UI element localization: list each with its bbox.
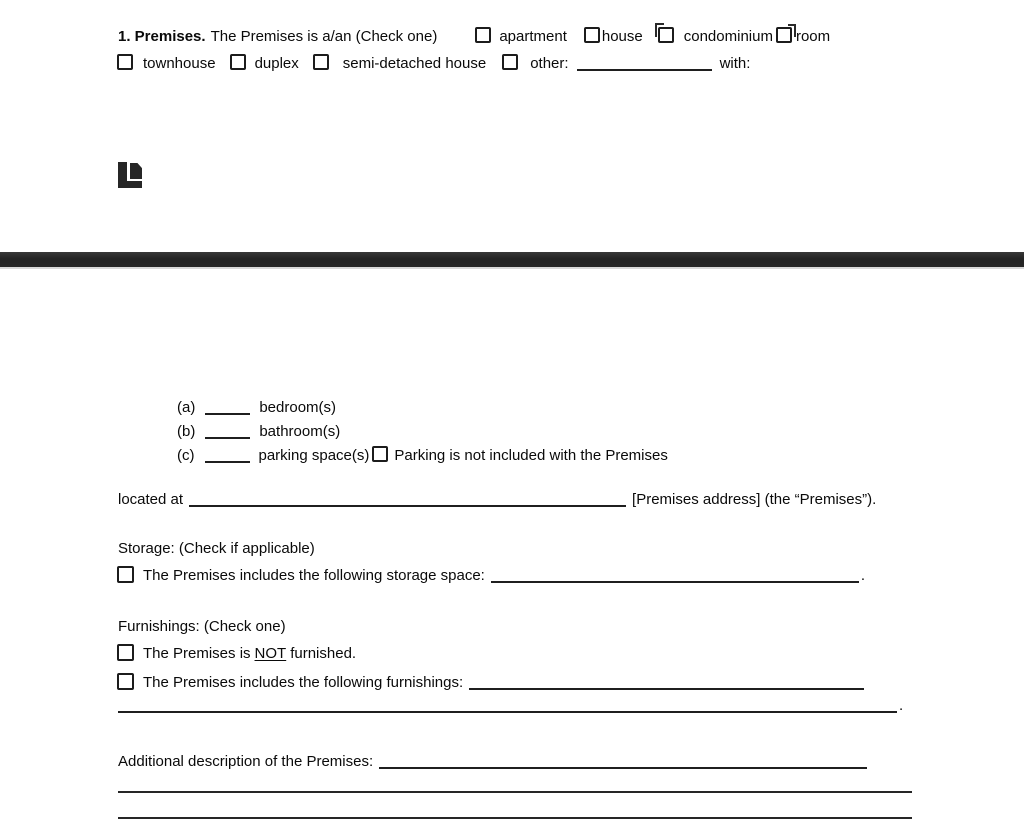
other-label: other: <box>530 55 569 72</box>
item-row-bedrooms <box>177 398 336 417</box>
with-label: with: <box>719 55 751 72</box>
checkbox-artifact-icon <box>788 24 796 37</box>
checkbox-house[interactable] <box>584 27 600 43</box>
option-label-duplex: duplex <box>254 55 299 72</box>
storage-period: . <box>860 567 866 584</box>
checkbox-other[interactable] <box>502 54 518 70</box>
option-label-townhouse: townhouse <box>143 55 216 72</box>
item-label-bedrooms: bedroom(s) <box>259 399 337 416</box>
checkbox-apartment[interactable] <box>475 27 491 43</box>
storage-heading <box>118 540 315 558</box>
logo-baseline <box>118 181 142 188</box>
item-label-parking: parking space(s) <box>258 447 370 464</box>
item-index: (c) <box>177 447 195 464</box>
checkbox-not-furnished[interactable] <box>117 644 134 661</box>
checkbox-storage-space[interactable] <box>117 566 134 583</box>
no-parking-label: Parking is not included with the Premises <box>394 447 668 464</box>
storage-option-label: The Premises includes the following storage space: <box>143 567 485 584</box>
includes-furnishings-row <box>117 673 864 692</box>
furnishings-heading <box>118 618 286 636</box>
additional-description-label: Additional description of the Premises: <box>118 753 374 770</box>
additional-description-row <box>118 752 867 771</box>
not-furnished-pre: The Premises is <box>143 645 251 662</box>
item-row-bathrooms <box>177 422 340 441</box>
section-heading: 1. Premises. <box>118 28 206 45</box>
logo-document-shape <box>130 163 142 179</box>
bedrooms-blank[interactable] <box>205 401 250 415</box>
checkbox-condominium[interactable] <box>658 27 674 43</box>
item-row-parking <box>177 446 668 465</box>
parking-blank[interactable] <box>205 449 250 463</box>
additional-description-blank-1[interactable] <box>379 755 867 769</box>
storage-heading-label: Storage: (Check if applicable) <box>118 540 315 557</box>
additional-description-blank-2[interactable] <box>118 791 912 793</box>
furnishings-heading-label: Furnishings: (Check one) <box>118 618 286 635</box>
not-furnished-word: NOT <box>254 645 287 662</box>
premises-address-suffix: [Premises address] (the “Premises”). <box>632 491 877 508</box>
furnishings-continuation-row <box>118 696 903 715</box>
option-label-house: house <box>601 28 643 45</box>
bathrooms-blank[interactable] <box>205 425 250 439</box>
storage-option-row <box>117 566 865 585</box>
additional-description-blank-3[interactable] <box>118 817 912 819</box>
item-index: (b) <box>177 423 196 440</box>
checkbox-duplex[interactable] <box>230 54 246 70</box>
storage-space-blank[interactable] <box>491 569 859 583</box>
checkbox-no-parking[interactable] <box>372 446 388 462</box>
other-blank[interactable] <box>577 57 712 71</box>
located-at-label: located at <box>118 491 184 508</box>
address-blank[interactable] <box>189 493 626 507</box>
page-divider-bar <box>0 252 1024 267</box>
item-label-bathrooms: bathroom(s) <box>259 423 341 440</box>
premises-type-row-2 <box>117 54 750 73</box>
furnishings-period: . <box>899 697 904 714</box>
section-intro: The Premises is a/an (Check one) <box>210 28 438 45</box>
not-furnished-row <box>117 644 356 663</box>
option-label-room: room <box>795 28 831 45</box>
located-at-row <box>118 490 876 509</box>
logo-icon <box>118 162 142 188</box>
not-furnished-post: furnished. <box>290 645 357 662</box>
includes-furnishings-label: The Premises includes the following furnishings: <box>143 674 464 691</box>
furnishings-blank-line-2[interactable] <box>118 699 897 713</box>
item-index: (a) <box>177 399 196 416</box>
checkbox-semi-detached-house[interactable] <box>313 54 329 70</box>
option-label-semi-detached-house: semi-detached house <box>342 55 487 72</box>
checkbox-townhouse[interactable] <box>117 54 133 70</box>
checkbox-includes-furnishings[interactable] <box>117 673 134 690</box>
premises-type-row-1 <box>118 23 830 46</box>
furnishings-blank[interactable] <box>469 676 864 690</box>
option-label-condominium: condominium <box>683 28 773 45</box>
option-label-apartment: apartment <box>499 28 567 45</box>
